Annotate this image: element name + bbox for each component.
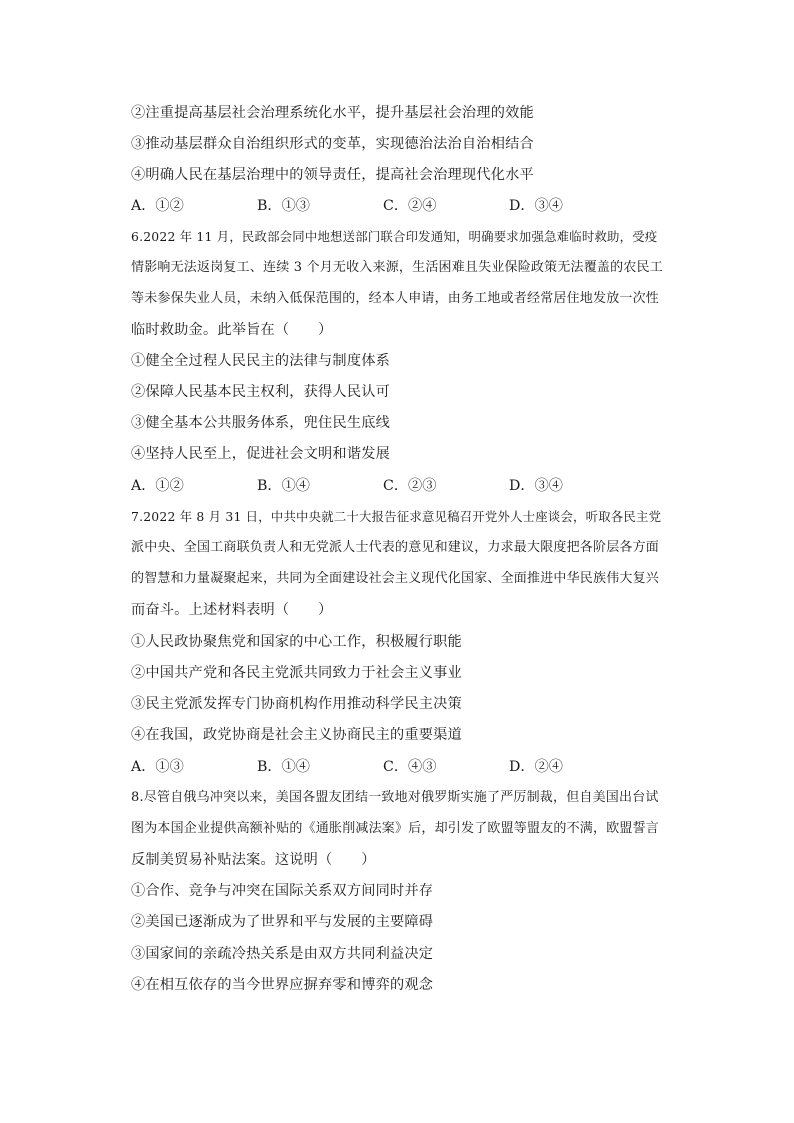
q6-option-a: A．①② [131, 478, 184, 494]
q8-stem-line-2: 图为本国企业提供高额补贴的《通胀削减法案》后，却引发了欧盟等盟友的不满，欧盟誓言 [131, 821, 660, 836]
q7-option-b: B．①④ [257, 759, 310, 775]
q6-choice-1: ①健全全过程人民民主的法律与制度体系 [131, 353, 390, 369]
q5-choice-4: ④明确人民在基层治理中的领导责任，提高社会治理现代化水平 [131, 167, 534, 183]
q6-option-d: D．③④ [509, 478, 563, 494]
q5-choice-2: ②注重提高基层社会治理系统化水平，提升基层社会治理的效能 [131, 105, 534, 121]
q7-stem-line-2: 派中央、全国工商联负责人和无党派人士代表的意见和建议，力求最大限度把各阶层各方面 [131, 540, 660, 555]
q7-choice-2: ②中国共产党和各民主党派共同致力于社会主义事业 [131, 665, 462, 681]
q8-choice-1: ①合作、竞争与冲突在国际关系双方间同时并存 [131, 883, 434, 899]
q8-choice-3: ③国家间的亲疏冷热关系是由双方共同利益决定 [131, 946, 434, 962]
q8-stem-line-1: 8.尽管自俄乌冲突以来，美国各盟友团结一致地对俄罗斯实施了严厉制裁，但自美国出台试 [131, 790, 659, 805]
q8-choice-4: ④在相互依存的当今世界应摒弃零和博弈的观念 [131, 977, 434, 993]
q6-choice-4: ④坚持人民至上，促进社会文明和谐发展 [131, 446, 390, 462]
q6-choice-2: ②保障人民基本民主权利，获得人民认可 [131, 384, 390, 400]
q5-choice-3: ③推动基层群众自治组织形式的变革，实现德治法治自治相结合 [131, 136, 534, 152]
q5-option-c: C．②④ [383, 198, 437, 214]
q7-stem-line-4: 而奋斗。上述材料表明（ ） [131, 602, 333, 618]
q6-stem-line-4: 临时救助金。此举旨在（ ） [131, 322, 333, 338]
q7-stem-line-1: 7.2022 年 8 月 31 日，中共中央就二十大报告征求意见稿召开党外人士座谈会，听取各民主党 [131, 509, 662, 524]
q7-option-d: D．②④ [509, 759, 563, 775]
q6-option-c: C．②③ [383, 478, 437, 494]
q8-stem-line-3: 反制美贸易补贴法案。这说明（ ） [131, 852, 376, 868]
q6-stem-line-1: 6.2022 年 11 月，民政部会同中地想送部门联合印发通知，明确要求加强急难临时救助，受疫 [131, 229, 658, 244]
q7-choice-3: ③民主党派发挥专门协商机构作用推动科学民主决策 [131, 696, 462, 712]
q7-option-c: C．④③ [383, 759, 437, 775]
q7-stem-line-3: 的智慧和力量凝聚起来，共同为全面建设社会主义现代化国家、全面推进中华民族伟大复兴 [131, 571, 660, 586]
q5-option-a: A．①② [131, 198, 184, 214]
q7-choice-4: ④在我国，政党协商是社会主义协商民主的重要渠道 [131, 727, 462, 743]
q8-choice-2: ②美国已逐渐成为了世界和平与发展的主要障碍 [131, 914, 434, 930]
q6-option-b: B．①④ [257, 478, 310, 494]
q5-option-d: D．③④ [509, 198, 563, 214]
q5-option-b: B．①③ [257, 198, 310, 214]
q7-option-a: A．①③ [131, 759, 184, 775]
q6-stem-line-3: 等未参保失业人员，未纳入低保范围的，经本人申请，由务工地或者经常居住地发放一次性 [131, 291, 660, 306]
q6-choice-3: ③健全基本公共服务体系，兜住民生底线 [131, 415, 390, 431]
q6-stem-line-2: 情影响无法返岗复工、连续 3 个月无收入来源，生活困难且失业保险政策无法覆盖的农民工 [131, 260, 663, 275]
q7-choice-1: ①人民政协聚焦党和国家的中心工作，积极履行职能 [131, 634, 462, 650]
